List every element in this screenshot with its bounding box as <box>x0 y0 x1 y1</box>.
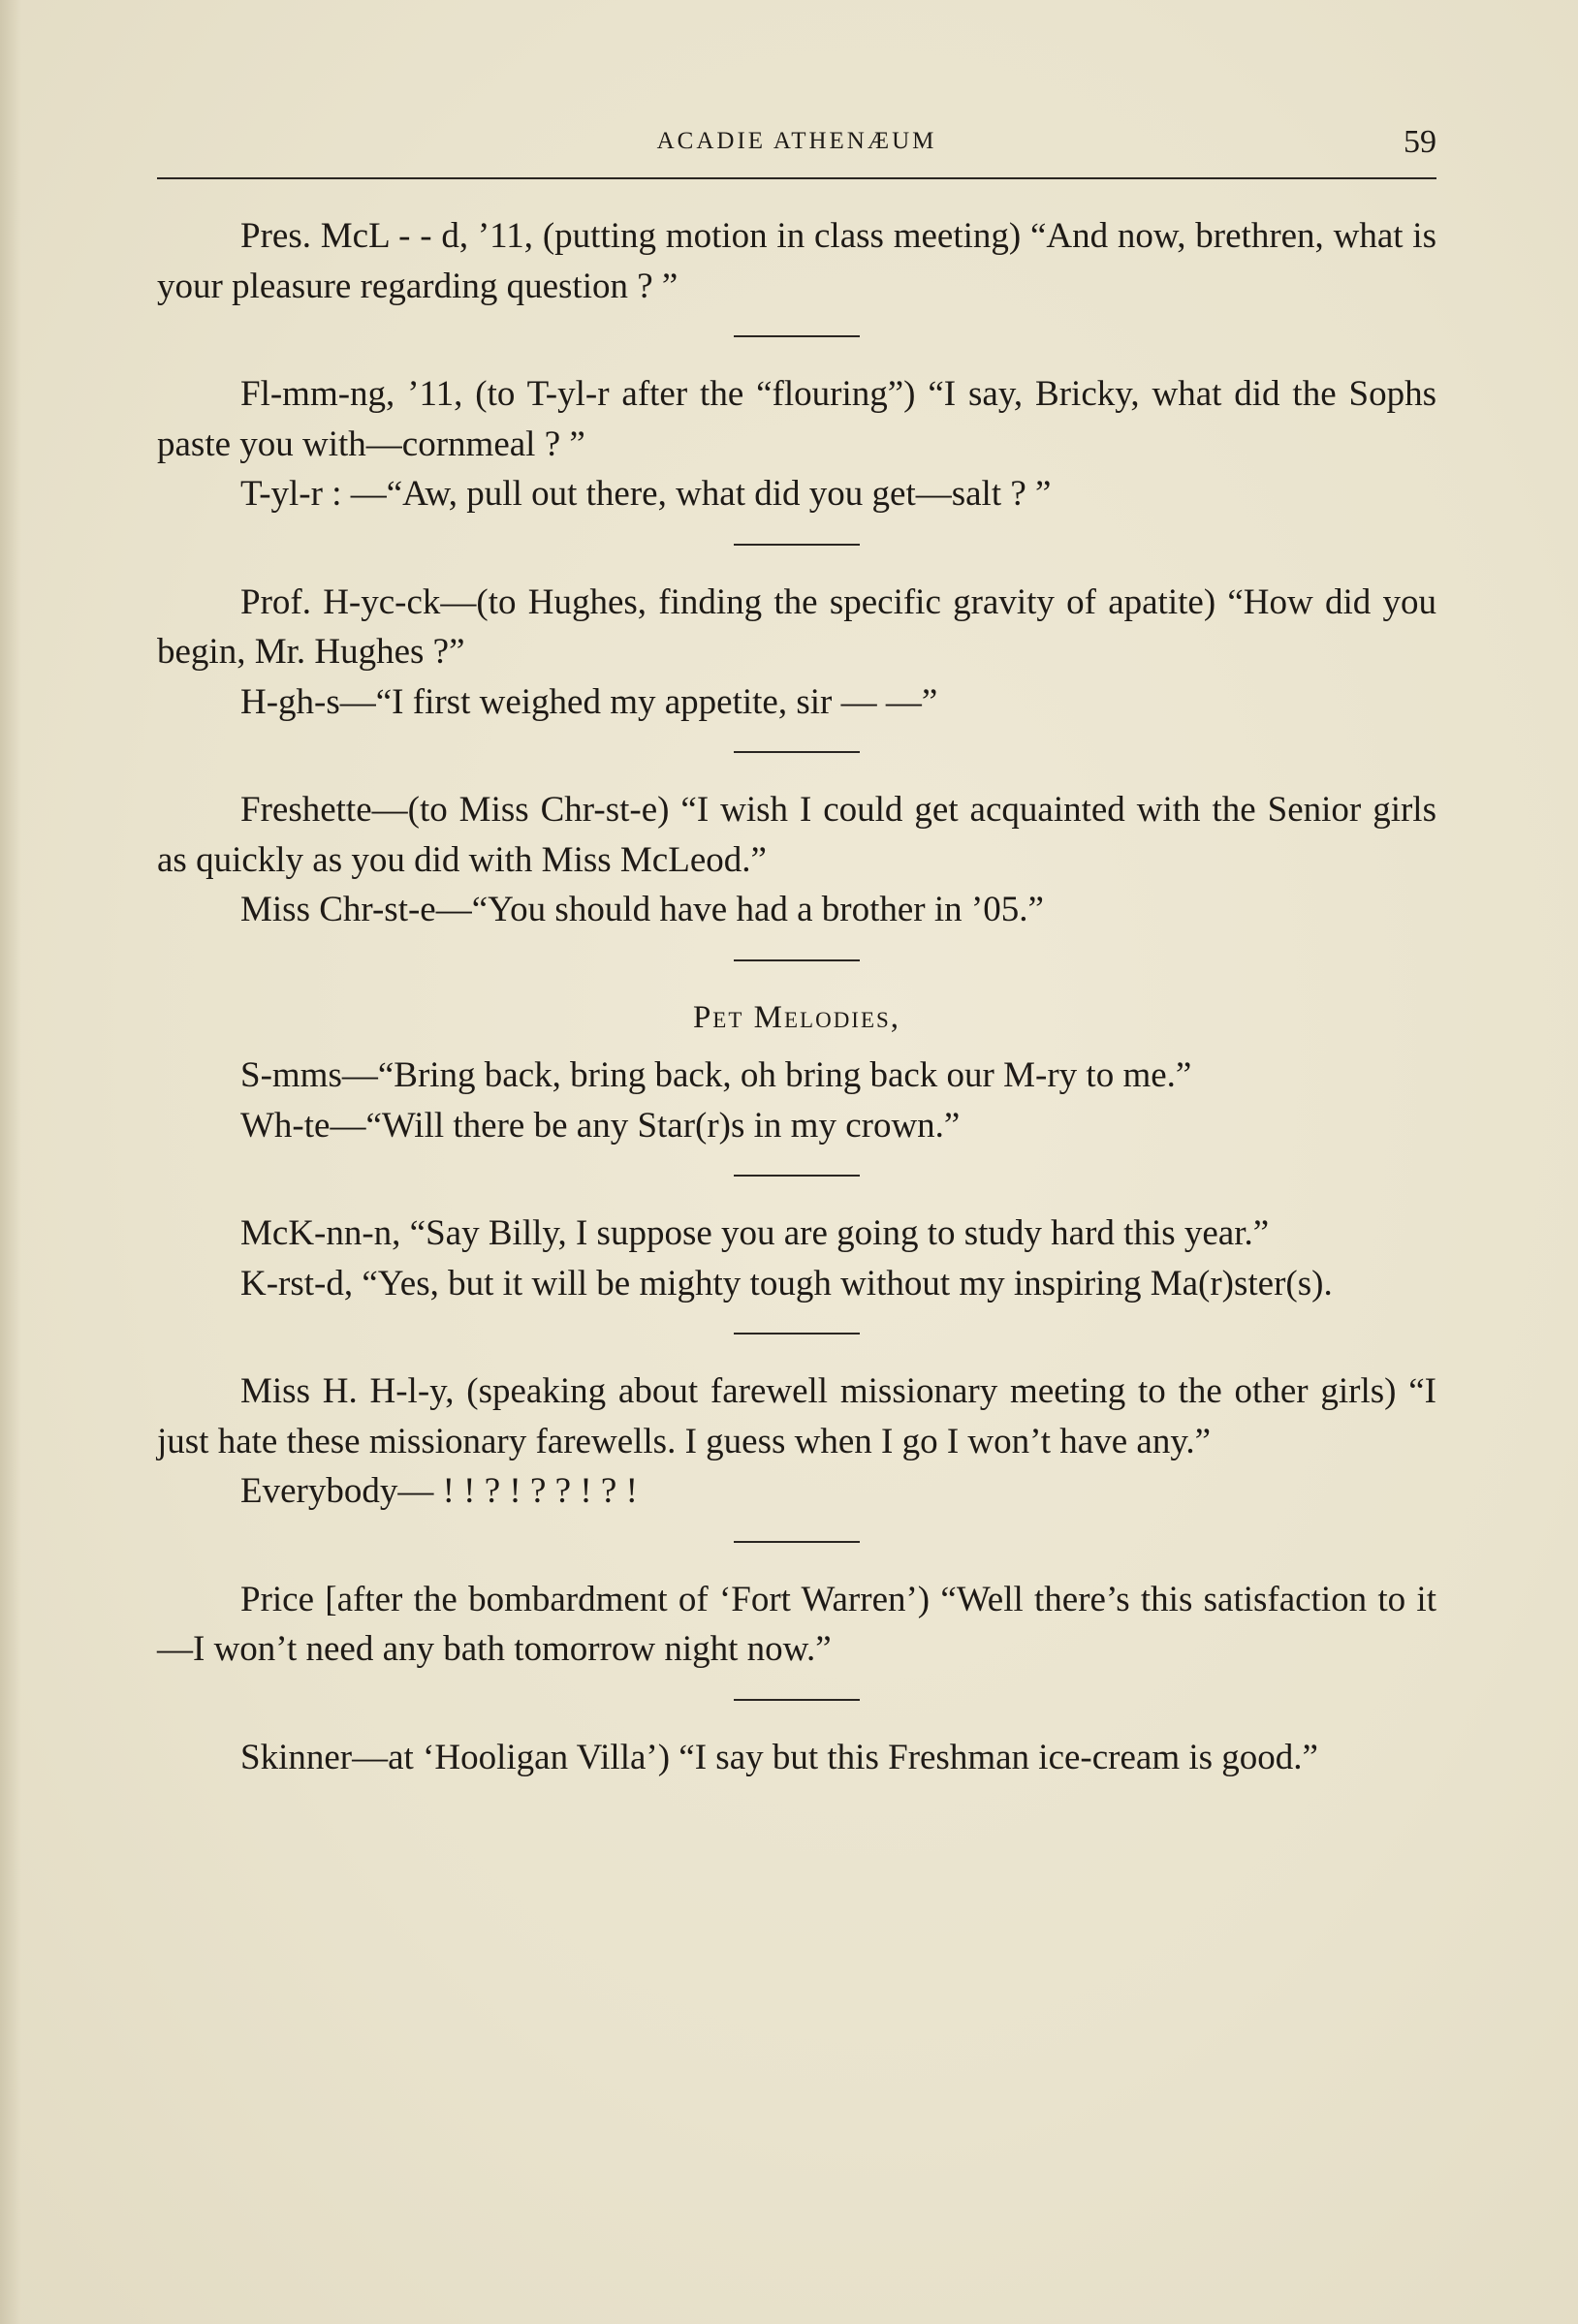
separator-rule <box>734 751 860 753</box>
paragraph: Skinner—at ‘Hooligan Villa’) “I say but this Freshman ice-cream is good.” <box>240 1737 1318 1777</box>
separator-rule <box>734 1541 860 1543</box>
header-rule <box>157 177 1436 179</box>
paragraph: Price [after the bombardment of ‘Fort Warren’) “Well there’s this satisfaction to it—I won’t need any bath tomorrow night now.” <box>157 1579 1436 1669</box>
running-head <box>157 124 1436 163</box>
paragraph: S-mms—“Bring back, bring back, oh bring back our M-ry to me.” <box>240 1055 1192 1095</box>
separator-rule <box>734 335 860 337</box>
page-number: 59 <box>1404 124 1436 160</box>
paragraph: Fl-mm-ng, ’11, (to T-yl-r after the “flouring”) “I say, Bricky, what did the Sophs paste you with—cornmeal ? ” <box>157 374 1436 464</box>
paragraph: H-gh-s—“I first weighed my appetite, sir — —” <box>240 681 938 722</box>
paragraph: McK-nn-n, “Say Billy, I suppose you are going to study hard this year.” <box>240 1213 1270 1253</box>
separator-rule <box>734 1175 860 1177</box>
separator-rule <box>734 544 860 546</box>
paragraph: Prof. H-yc-ck—(to Hughes, finding the specific gravity of apatite) “How did you begin, Mr. Hughes ?” <box>157 581 1436 672</box>
paragraph: Pres. McL - - d, ’11, (putting motion in class meeting) “And now, brethren, what is your pleasure regarding question ? ” <box>157 216 1436 306</box>
paragraph: K-rst-d, “Yes, but it will be mighty tough without my inspiring Ma(r)ster(s). <box>240 1263 1333 1303</box>
section-heading: Pet Melodies, <box>692 999 901 1035</box>
body-text <box>157 211 1436 1782</box>
separator-rule <box>734 1699 860 1701</box>
separator-rule <box>734 959 860 961</box>
spine-shadow <box>0 0 21 2324</box>
paragraph: Wh-te—“Will there be any Star(r)s in my crown.” <box>240 1105 961 1146</box>
running-title: ACADIE ATHENÆUM <box>656 128 937 154</box>
paragraph: Miss H. H-l-y, (speaking about farewell missionary meeting to the other girls) “I just hate these missionary farewells. I guess when I go I won’t have any.” <box>157 1371 1436 1461</box>
separator-rule <box>734 1333 860 1335</box>
paragraph: Freshette—(to Miss Chr-st-e) “I wish I could get acquainted with the Senior girls as quickly as you did with Miss McLeod.” <box>157 790 1436 880</box>
paragraph: Everybody— ! ! ? ! ? ? ! ? ! <box>240 1471 638 1511</box>
paragraph: T-yl-r : —“Aw, pull out there, what did you get—salt ? ” <box>240 474 1052 514</box>
paragraph: Miss Chr-st-e—“You should have had a brother in ’05.” <box>240 890 1044 929</box>
